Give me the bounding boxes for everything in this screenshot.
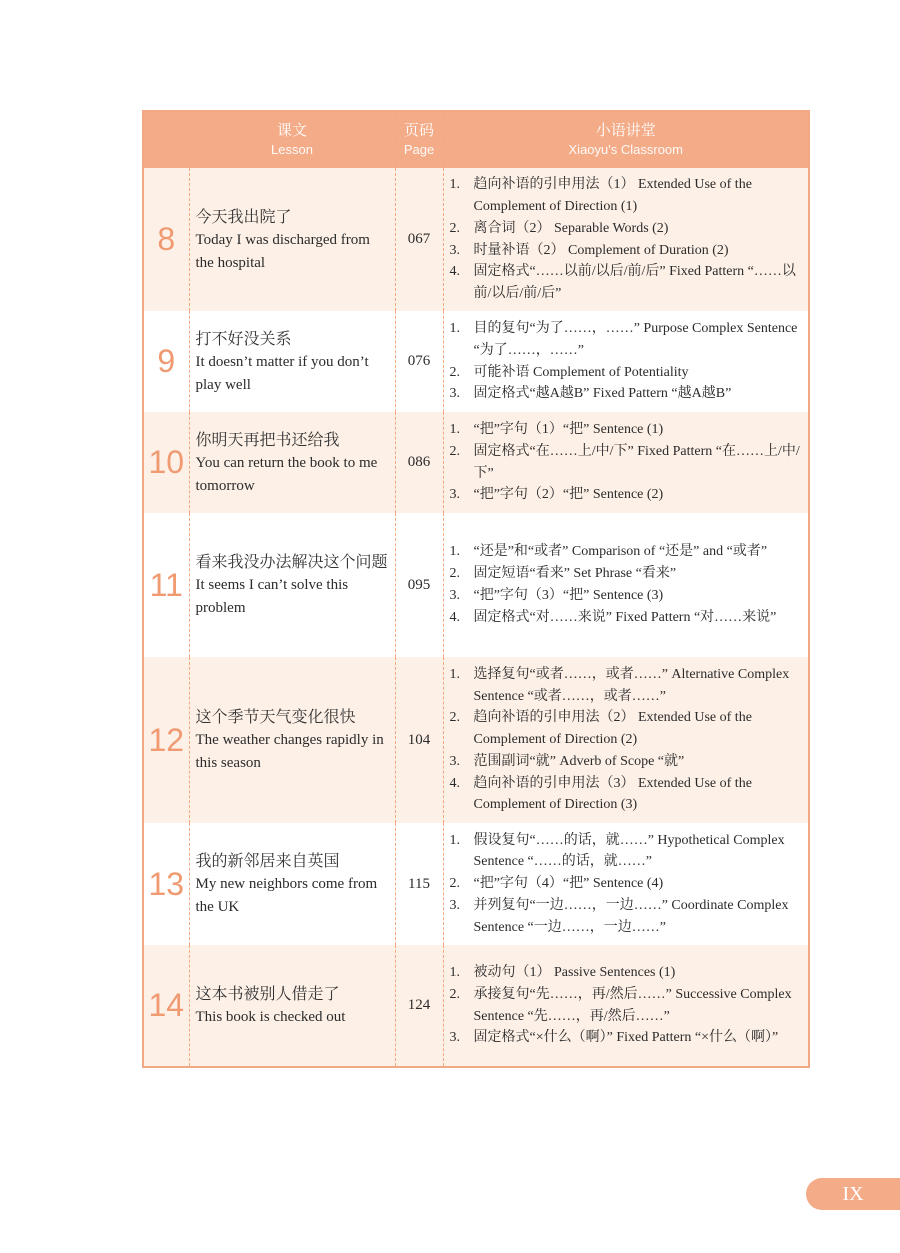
classroom-item-number: 3.: [449, 487, 460, 503]
classroom-item-number: 2.: [449, 443, 460, 459]
classroom-item-text: 固定短语“看来” Set Phrase “看来”: [473, 566, 677, 582]
lesson-title-zh: 看来我没办法解决这个问题: [195, 552, 388, 571]
classroom-item-number: 3.: [449, 242, 460, 258]
lesson-row[interactable]: [143, 412, 809, 513]
classroom-item: [450, 484, 801, 506]
classroom-item-text: 假设复句“……的话，就……” Hypothetical Complex Sentence “……的话，就……”: [473, 832, 785, 870]
classroom-item-text: 趋向补语的引申用法（3） Extended Use of the Complement of Direction (3): [473, 775, 752, 813]
classroom-items-cell: [443, 412, 809, 513]
lesson-title-en: It doesn’t matter if you don’t play well: [195, 353, 369, 393]
classroom-item-number: 2.: [449, 986, 460, 1002]
classroom-items-cell: [443, 823, 809, 945]
header-page-zh: 页码: [403, 122, 434, 139]
classroom-item-number: 1.: [449, 320, 460, 336]
classroom-item-number: 3.: [449, 386, 460, 402]
classroom-item-list: [450, 830, 801, 939]
lesson-title-en: It seems I can’t solve this problem: [195, 577, 349, 616]
classroom-item-number: 3.: [449, 1030, 460, 1046]
lesson-page-number: 104: [395, 657, 443, 823]
lesson-title-en: My new neighbors come from the UK: [195, 876, 378, 915]
classroom-item: [450, 1027, 801, 1049]
classroom-item-text: 承接复句“先……，再/然后……” Successive Complex Sentence “先……，再/然后……”: [473, 986, 792, 1024]
classroom-item: [450, 585, 801, 607]
classroom-item-text: 固定格式“×什么（啊）” Fixed Pattern “×什么（啊）”: [473, 1030, 779, 1046]
header-lesson-zh: 课文: [276, 122, 307, 139]
classroom-item: [450, 174, 801, 218]
classroom-item-text: 被动句（1） Passive Sentences (1): [473, 964, 676, 980]
classroom-item-text: 并列复句“一边……，一边……” Coordinate Complex Sentence “一边……，一边……”: [473, 897, 789, 935]
table-of-contents: [142, 110, 810, 1068]
classroom-item-number: 1.: [449, 832, 460, 848]
classroom-item: [450, 261, 801, 305]
header-classroom-en: Xiaoyu's Classroom: [568, 142, 683, 157]
classroom-item-text: 趋向补语的引申用法（1） Extended Use of the Complement of Direction (1): [473, 177, 752, 214]
lesson-page-number: 086: [395, 412, 443, 513]
classroom-item: [450, 751, 801, 773]
classroom-item-text: 趋向补语的引申用法（2） Extended Use of the Complement of Direction (2): [473, 710, 752, 748]
classroom-item-number: 1.: [449, 544, 460, 560]
header-classroom: [443, 111, 809, 168]
classroom-item-number: 4.: [449, 264, 460, 280]
lesson-number: 8: [143, 168, 189, 311]
lesson-row[interactable]: [143, 168, 809, 311]
lesson-page-number: 095: [395, 513, 443, 657]
lesson-title-en: The weather changes rapidly in this season: [195, 732, 384, 771]
lesson-title-en: Today I was discharged from the hospital: [195, 231, 370, 271]
lesson-title-en: This book is checked out: [195, 1009, 346, 1025]
classroom-item: [450, 984, 801, 1028]
classroom-item-text: “还是”和“或者” Comparison of “还是” and “或者”: [473, 544, 768, 560]
header-number-cell: [143, 111, 189, 168]
lesson-title-zh: 你明天再把书还给我: [195, 429, 340, 449]
classroom-item: [450, 563, 801, 585]
lesson-number: 14: [143, 945, 189, 1067]
classroom-item: [450, 362, 801, 384]
classroom-item-number: 4.: [449, 775, 460, 791]
classroom-item-list: [450, 174, 801, 305]
classroom-item-text: 固定格式“在……上/中/下” Fixed Pattern “在……上/中/下”: [473, 443, 800, 481]
classroom-item: [450, 218, 801, 240]
classroom-item-text: 固定格式“……以前/以后/前/后” Fixed Pattern “……以前/以后/前/后”: [473, 264, 796, 302]
classroom-item-list: [450, 541, 801, 628]
classroom-item-text: “把”字句（3）“把” Sentence (3): [473, 588, 664, 603]
header-row: [143, 111, 809, 168]
classroom-item-number: 1.: [449, 421, 460, 437]
lesson-title-cell: [189, 311, 395, 412]
lesson-title-cell: [189, 412, 395, 513]
lesson-row[interactable]: [143, 945, 809, 1067]
lesson-title-cell: [189, 823, 395, 945]
classroom-item-text: 范围副词“就” Adverb of Scope “就”: [473, 753, 685, 769]
classroom-item-number: 2.: [449, 364, 460, 380]
classroom-item-text: 选择复句“或者……，或者……” Alternative Complex Sentence “或者……，或者……”: [473, 666, 790, 704]
classroom-item-number: 1.: [449, 666, 460, 682]
lesson-title-zh: 打不好没关系: [195, 328, 292, 348]
classroom-item: [450, 240, 801, 262]
classroom-item: [450, 607, 801, 629]
classroom-item-number: 1.: [449, 177, 460, 193]
classroom-item-number: 3.: [449, 753, 460, 769]
lesson-title-cell: [189, 168, 395, 311]
classroom-item: [450, 318, 801, 362]
classroom-item-text: “把”字句（1）“把” Sentence (1): [473, 421, 664, 437]
classroom-items-cell: [443, 945, 809, 1067]
classroom-item-list: [450, 419, 801, 506]
lesson-title-cell: [189, 513, 395, 657]
header-page: [395, 111, 443, 168]
classroom-items-cell: [443, 513, 809, 657]
classroom-item-text: 可能补语 Complement of Potentiality: [473, 364, 689, 380]
classroom-item-text: 固定格式“对……来说” Fixed Pattern “对……来说”: [473, 609, 777, 625]
lesson-row[interactable]: [143, 513, 809, 657]
page-number-tab: IX: [806, 1178, 900, 1210]
lesson-title-cell: [189, 657, 395, 823]
classroom-item-text: “把”字句（4）“把” Sentence (4): [473, 876, 664, 892]
lesson-page-number: 076: [395, 311, 443, 412]
header-lesson: [189, 111, 395, 168]
lesson-number: 12: [143, 657, 189, 823]
classroom-items-cell: [443, 311, 809, 412]
classroom-item: [450, 541, 801, 563]
lesson-page-number: 124: [395, 945, 443, 1067]
classroom-item-number: 2.: [449, 710, 460, 726]
classroom-item: [450, 664, 801, 708]
classroom-item-text: 时量补语（2） Complement of Duration (2): [473, 242, 729, 258]
classroom-item: [450, 707, 801, 751]
classroom-item: [450, 441, 801, 485]
lesson-title-zh: 我的新邻居来自英国: [195, 851, 340, 870]
classroom-item: [450, 962, 801, 984]
lesson-row[interactable]: [143, 311, 809, 412]
classroom-item-text: 固定格式“越A越B” Fixed Pattern “越A越B”: [473, 386, 732, 402]
classroom-item-number: 3.: [449, 897, 460, 913]
lesson-title-zh: 今天我出院了: [195, 206, 292, 226]
header-lesson-en: Lesson: [271, 142, 313, 157]
classroom-item: [450, 419, 801, 441]
classroom-item-list: [450, 318, 801, 405]
classroom-item: [450, 830, 801, 874]
classroom-item-number: 3.: [449, 588, 460, 603]
classroom-item-number: 2.: [449, 566, 460, 582]
classroom-item-number: 4.: [449, 609, 460, 625]
lesson-number: 13: [148, 865, 185, 902]
classroom-item: [450, 773, 801, 817]
lesson-title-en: You can return the book to me tomorrow: [195, 454, 378, 494]
classroom-item-text: 离合词（2） Separable Words (2): [473, 220, 669, 236]
lesson-page-number: 115: [395, 823, 443, 945]
classroom-item-number: 2.: [449, 876, 460, 892]
lesson-page-number: 067: [395, 168, 443, 311]
classroom-item-number: 2.: [449, 220, 460, 236]
lesson-number: 11: [149, 566, 183, 603]
lesson-number: 10: [143, 412, 189, 513]
classroom-item: [450, 383, 801, 405]
lesson-row[interactable]: [143, 657, 809, 823]
header-classroom-zh: 小语讲堂: [595, 122, 656, 139]
classroom-items-cell: [443, 168, 809, 311]
classroom-item-number: 1.: [449, 964, 460, 980]
lesson-number: 9: [157, 343, 176, 379]
lesson-row[interactable]: [143, 823, 809, 945]
lesson-title-zh: 这本书被别人借走了: [195, 984, 340, 1003]
classroom-item-text: 目的复句“为了……，……” Purpose Complex Sentence “为了……，……”: [473, 320, 798, 358]
classroom-item: [450, 895, 801, 939]
classroom-item-text: “把”字句（2）“把” Sentence (2): [473, 487, 664, 503]
lesson-title-zh: 这个季节天气变化很快: [195, 707, 356, 726]
classroom-items-cell: [443, 657, 809, 823]
lesson-title-cell: [189, 945, 395, 1067]
classroom-item: [450, 873, 801, 895]
classroom-item-list: [450, 962, 801, 1049]
header-page-en: Page: [403, 142, 435, 157]
classroom-item-list: [450, 664, 801, 817]
